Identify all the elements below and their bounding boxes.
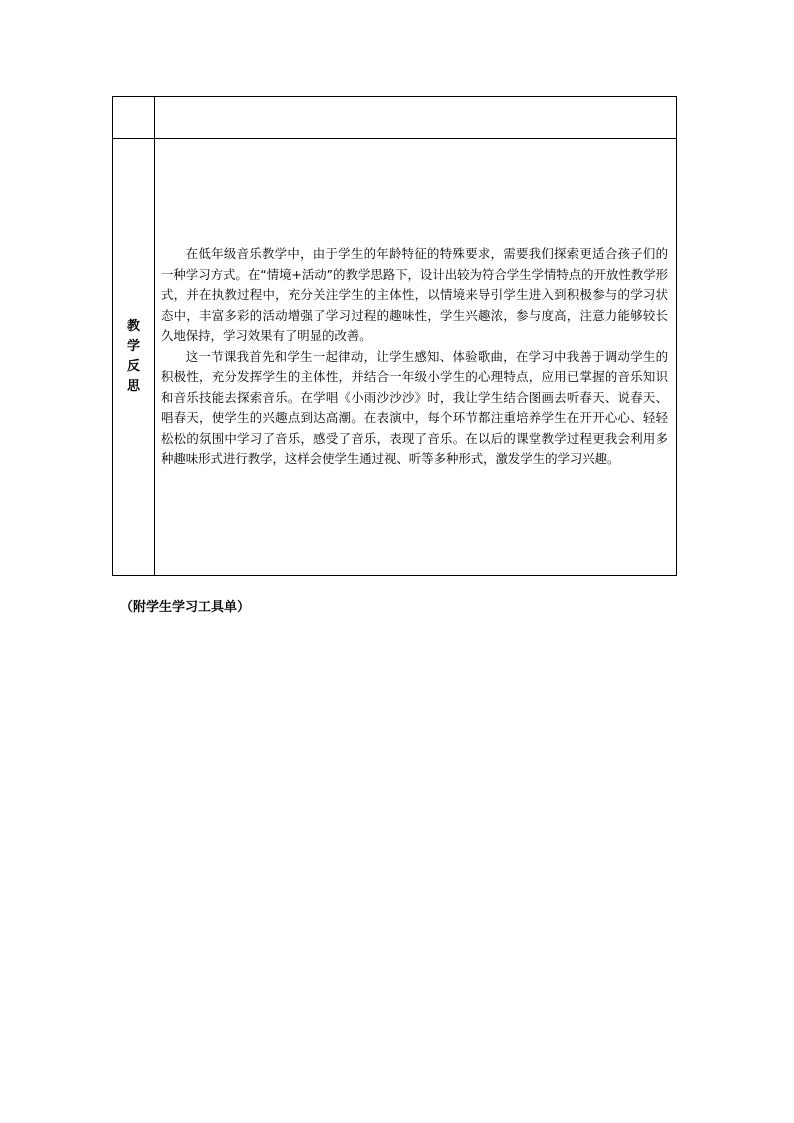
table-row bbox=[113, 139, 677, 576]
table-row bbox=[113, 97, 677, 139]
attachment-note: （附学生学习工具单） bbox=[120, 600, 251, 615]
reflection-label-char: 反 bbox=[126, 359, 140, 374]
reflection-label-char: 学 bbox=[126, 339, 140, 354]
reflection-label-char: 思 bbox=[126, 379, 140, 394]
reflection-label-char: 教 bbox=[126, 319, 140, 334]
reflection-content-cell bbox=[155, 139, 677, 576]
header-content-cell bbox=[155, 97, 677, 139]
header-label-cell bbox=[113, 97, 155, 139]
reflection-paragraph: 在低年级音乐教学中，由于学生的年龄特征的特殊要求，需要我们探索更适合孩子们的一种学习方式。在“情境+活动”的教学思路下，设计出较为符合学生学情特点的开放性教学形式，并在执教过程中，充分关注学生的主体性，以情境来导引学生进入到积极参与的学习状态中，丰富多彩的活动增强了学习过程的趣味性，学生兴趣浓，参与度高，注意力能够较长久地保持，学习效果有了明显的改善。 bbox=[161, 246, 668, 344]
reflection-paragraph: 这一节课我首先和学生一起律动，让学生感知、体验歌曲，在学习中我善于调动学生的积极性，充分发挥学生的主体性，并结合一年级小学生的心理特点，应用已掌握的音乐知识和音乐技能去探索音乐。在学唱《小雨沙沙沙》时，我让学生结合图画去听春天、说春天、唱春天，使学生的兴趣点到达高潮。在表演中，每个环节都注重培养学生在开开心心、轻轻松松的氛围中学习了音乐，感受了音乐，表现了音乐。在以后的课堂教学过程更我会利用多种趣味形式进行教学，这样会使学生通过视、听等多种形式，激发学生的学习兴趣。 bbox=[161, 348, 668, 467]
lesson-plan-table bbox=[112, 96, 677, 576]
reflection-label-cell bbox=[113, 139, 155, 576]
